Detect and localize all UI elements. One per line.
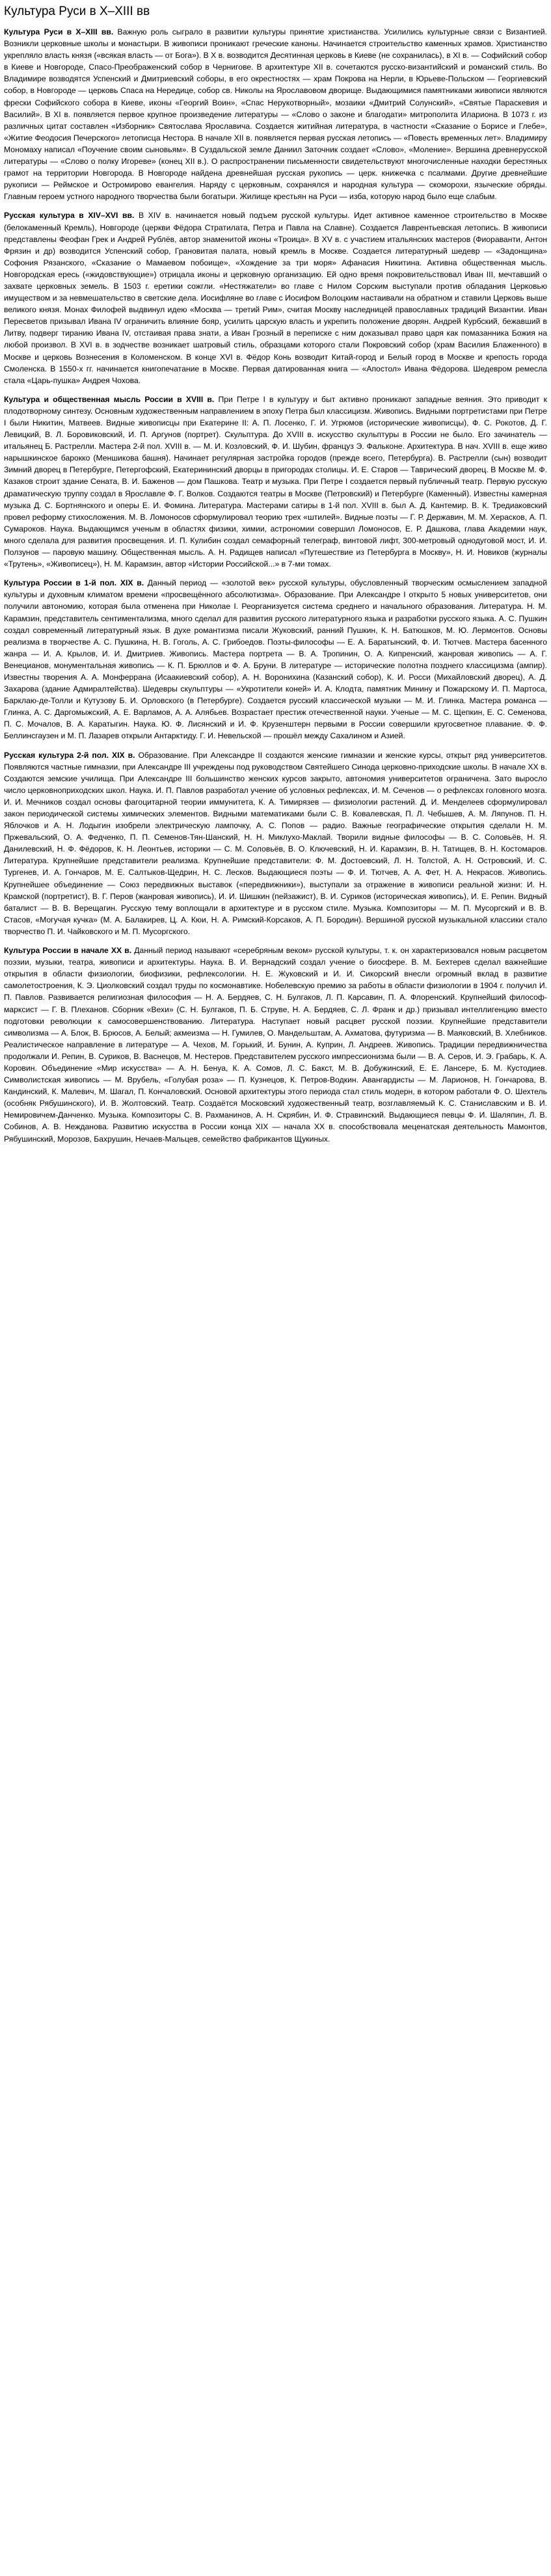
section-paragraph xyxy=(4,577,547,742)
article xyxy=(0,0,551,1145)
section-xiv-xvi xyxy=(4,209,547,386)
section-x-xiii xyxy=(4,26,547,202)
section-xix-first-half xyxy=(4,577,547,742)
section-heading: Русская культура 2-й пол. XIX в. xyxy=(4,750,135,760)
section-paragraph xyxy=(4,394,547,570)
section-body: При Петре I в культуру и быт активно проникают западные веяния. Это приводит к плодотворному синтезу. Основным художественным направлением в эпоху Петра был классицизм. Живопись. Видными портретистами при Петре I были Никитин, Матвеев. Видные живописцы при Екатерине II: А. П. Лосенко, Г. И. Угрюмов (исторические живописцы), Ф. С. Рокотов, Д. Г. Левицкий, В. Л. Боровиковский, И. П. Аргунов (портрет). Скульптура. До XVIII в. искусство скульптуры в России не было. Его зачинатель — итальянец Б. Растрелли. Мастера 2-й пол. XVIII в. — М. И. Козловский, Ф. И. Шубин, француз Э. Фальконе. Архитектура. В нач. XVIII в. еще живо нарышкинское барокко (Меншикова башня). Начинает регулярная застройка городов (прежде всего, Петербурга). В. Растрелли (сын) возводит Зимний дворец в Петербурге, Петергофский, Екатерининский дворцы в пригородах столицы. И. Е. Старов — Таврический дворец. В Москве М. Ф. Казаков строит здание Сената, В. И. Баженов — дом Пашкова. Театр и музыка. При Петре I создается первый публичный театр. Первую русскую драматическую труппу создал в Ярославле Ф. Г. Волков. Создаются театры в Москве (Петровский) и Петербурге (Каменный). Известны камерная музыка Д. С. Бортнянского и оперы Е. И. Фомина. Литература. Мастерами сатиры в 1-й пол. XVIII в. был А. Д. Кантемир. В. К. Тредиаковский провел реформу стихосложения. М. В. Ломоносов сформулировал теорию трех «штилей». Видные поэты — Г. Р. Державин, М. М. Херасков, А. П. Сумароков. Наука. Выдающимся ученым в областях физики, химии, астрономии совершил Ломоносов, Е. Р. Дашкова, глава Академии наук, много сделала для развития просвещения. И. П. Кулибин создал семафорный телеграф, винтовой лифт, 300-метровый однодуговой мост, И. И. Ползунов — паровую машину. Общественная мысль. А. Н. Радищев написал «Путешествие из Петербурга в Москву», Н. И. Новиков (журналы «Трутень», «Живописец»), Н. М. Карамзин, автор «Истории Российской...» в 7-ми томах. xyxy=(4,394,547,569)
page-title: Культура Руси в X–XIII вв xyxy=(4,5,150,18)
section-heading: Культура Руси в X–XIII вв. xyxy=(4,27,114,36)
section-body: Важную роль сыграло в развитии культуры принятие христианства. Усилились культурные связи с Византией. Возникли церковные школы и монастыри. В живописи проникают греческие каноны. Начинается строительство каменных храмов. Христианство укрепляло власть князя («всякая власть — от Бога»). В X в. возводится Десятинная церковь в Киеве (не сохранилась), в XI в. — Софийский собор в Киеве и Новгороде, Спасо-Преображенский собор в Чернигове. В архитектуре XII в. сочетаются русско-византийский и романский стиль. Во Владимире возводятся Успенский и Дмитриевский соборы, в его окрестностях — храм Покрова на Нерли, в Юрьеве-Польском — Георгиевский собор, в Новгороде — церковь Спаса на Нередице, собор св. Николы на Ярославовом дворище. Выдающимися памятниками живописи являются фрески Софийского собора в Киеве, иконы «Георгий Воин», «Спас Нерукотворный», мозаики «Дмитрий Солунский», «Святые Параскевия и Василий». В XI в. появляется первое крупное произведение литературы — «Слово о законе и благодати» митрополита Илариона. В 1073 г. из различных цитат составлен «Изборник» Святослава Ярославича. Создается житийная литература, в частности «Сказание о Борисе и Глебе», «Житие Феодосия Печерского» летописца Нестора. В начале XII в. появляется первая русская летопись — «Повесть временных лет». Владимиру Мономаху написал «Поучение своим сыновьям». В Суздальской земле Даниил Заточник создает «Слово», «Моление». Вершина древнерусской литературы — «Слово о полку Игореве» (конец XII в.). О распространении письменности свидетельствуют многочисленные находки берестяных грамот на территории Новгорода. В Новгороде найдена древнейшая русская рукопись — церк. книжечка с псалмами. Другие древнейшие рукописи — Реймское и Остромирово евангелия. Наряду с церковным, сохранялся и народная культура — скоморохи, языческие обряды. Главным героем устного народного творчества были богатыри. Жилище крестьян на Руси — изба, которую народ было еще слабым. xyxy=(4,27,547,202)
section-paragraph xyxy=(4,749,547,938)
section-heading: Культура и общественная мысль России в XVIII в. xyxy=(4,394,215,404)
section-paragraph xyxy=(4,209,547,386)
section-heading: Культура России в начале XX в. xyxy=(4,946,132,956)
section-body: Данный период — «золотой век» русской культуры, обусловленный творческим осмыслением западной культуры и духовным климатом времени «просвещённого абсолютизма». Образование. При Александре I открыто 5 новых университетов, они получили автономию, которая была отменена при Николае I. Реорганизуется система среднего и начального образования. Литература. Н. М. Карамзин, представитель сентиментализма, много сделал для развития русского литературного языка и разработки русского языка. А. С. Пушкин создал современный литературный язык. В духе романтизма писали Жуковский, ранний Пушкин, К. Н. Батюшков, М. Ю. Лермонтов. Основы реализма в творчестве А. С. Пушкина, Н. В. Гоголь, А. С. Грибоедов. Поэты-философы — Е. А. Баратынский, Ф. И. Тютчев. Мастера басенного жанра — И. А. Крылов, И. И. Дмитриев. Живопись. Мастера портрета — В. А. Тропинин, О. А. Кипренский, жанровая живопись — А. Г. Венецианов, монументальная живопись — К. П. Брюллов и Ф. А. Бруни. В литературе — исторические полотна позднего классицизма (ампир). Известны творения А. А. Монферрана (Исаакиевский собор), А. Н. Воронихина (Казанский собор), К. И. Росси (Михайловский дворец), А. Д. Захарова (здание Адмиралтейства). Шедевры скульптуры — «Укротители коней» И. А. Клодта, памятник Минину и Пожарскому И. П. Мартоса, Барклаю-де-Толли и Кутузову Б. И. Орловского (в Петербурге). Создается русский классической музыки — М. И. Глинка. Мастера романса — Глинка, А. С. Даргомыжский, А. Е. Варламов, А. А. Алябьев. Возрастает престиж отечественной науки. Ученые — М. С. Щепкин, Е. С. Семенова, П. С. Мочалов, В. А. Каратыгин. Наука. Ю. Ф. Лисянский и И. Ф. Крузенштерн первыми в России совершили кругосветное плавание. Ф. Ф. Беллинсгаузен и М. П. Лазарев открыли Антарктиду. Г. И. Невельской — прошёл между Сахалином и Азией. xyxy=(4,578,548,741)
section-xviii xyxy=(4,394,547,570)
section-body: В XIV в. начинается новый подъем русской культуры. Идет активное каменное строительство в Москве (белокаменный Кремль), Новгороде (церкви Фёдора Стратилата, Петра и Павла на Славне). Создается Лаврентьевская летопись. В живописи представлены Феофан Грек и Андрей Рублёв, автор знаменитой иконы «Троица». В XV в. с участием итальянских мастеров (Фиораванти, Антон Фрязин и др) возводится Успенский собор, Грановитая палата, новый кремль в Москве. Создается литературный шедевр — «Задонщина» Софония Рязанского, «Сказание о Мамаевом побоище», «Хождение за три моря» Афанасия Никитина. Активна общественная мысль. Новгородская ересь («жидовствующие») отрицала иконы и церковную организацию. Ей одно время покровительствовал Иван III, мечтавший о захвате церковных земель. В 1503 г. еретики сожгли. «Нестяжатели» во главе с Нилом Сорским выступали против обладания Церковью имуществом и за невмешательство в светские дела. Иосифляне во главе с Иосифом Волоцким настаивали на обратном и ставили Церковь выше великого князя. Монах Филофей выдвинул идею «Москва — третий Рим», считая Москву наследницей православных традиций Византии. Иван Пересветов призывал Ивана IV ограничить влияние бояр, усилить царскую власть и укрепить положение дворян. Андрей Курбский, бежавший в Литву, подверг тиранию Ивана IV, отстаивая права знати, а Иван Грозный в переписке с ним доказывал право царя как помазанника Божия на любой произвол. В XVI в. в зодчестве возникает шатровый стиль, образцами которого стали Покровский собор (храм Василия Блаженного) в Москве и церковь Вознесения в Коломенском. В конце XVI в. Фёдор Конь возводит Китай-город и Белый город в Москве и крепость города Смоленска. В 1550-х гг. начинается книгопечатание в Москве. Первая датированная книга — «Апостол» Ивана Фёдорова. Шедевром ремесла стала «Царь-пушка» Андрея Чохова. xyxy=(4,211,547,385)
section-paragraph xyxy=(4,26,547,202)
section-xix-second-half xyxy=(4,749,547,938)
section-heading: Культура России в 1-й пол. XIX в. xyxy=(4,578,144,588)
section-body: Образование. При Александре II создаются женские гимназии и женские курсы, открыт ряд университетов. Появляются частные гимназии, при Александре III учреждены под руководством Святейшего Синода церковно-приходские школы. В начале XX в. Создаются земские училища. При Александре III большинство женских курсов закрыто, автономия университетов ограничена. Зато выросло число церковноприходских школ. Наука. И. П. Павлов разработал учение об условных рефлексах, И. М. Сеченов — о рефлексах головного мозга. И. И. Мечников создал основы фагоцитарной теории иммунитета, К. А. Тимирязев — физиологии растений. Д. И. Менделеев сформулировал закон периодической системы химических элементов. Видными математиками были С. В. Ковалевская, П. Л. Чебышев, А. М. Ляпунов. П. Н. Яблочков и А. Н. Лодыгин изобрели электрическую лампочку, А. С. Попов — радио. Важные географические открытия сделали Н. М. Пржевальский, О. А. Федченко, П. П. Семенов-Тян-Шанский, Н. Н. Миклухо-Маклай. Творили видные философы — В. С. Соловьёв, Н. Я. Данилевский, Н. Ф. Фёдоров, К. Н. Леонтьев, историки — С. М. Соловьёв, В. О. Ключевский, Н. И. Карамзин, В. Н. Татищев, В. Н. Костомаров. Литература. Крупнейшие представители реализма. Крупнейшие представители: Ф. М. Достоевский, Л. Н. Толстой, А. Н. Островский, И. С. Тургенев, И. А. Гончаров, М. Е. Салтыков-Щедрин, Н. С. Лесков. Выдающиеся поэты — Ф. И. Тютчев, А. А. Фет, Н. А. Некрасов. Живопись. Крупнейшее объединение — Союз передвижных выставок («передвижники»), выступали за отражение в живописи реальной жизни: И. Н. Крамской (портретист), В. Г. Перов (жанровая живопись), И. И. Шишкин (пейзажист), В. И. Суриков (историческая живопись), И. Е. Репин. Видный баталист — В. В. Верещагин. Русскую тему воплощали в архитектуре и в русском стиле. Музыка. Композиторы — М. П. Мусоргский и В. В. Стасов, «Могучая кучка» (М. А. Балакирев, Ц. А. Кюи, Н. А. Римский-Корсаков, А. П. Бородин). Вершиной русской музыкальной классики стало творчество П. И. Чайковского и М. П. Мусоргского. xyxy=(4,750,547,936)
section-body: Данный период называют «серебряным веком» русской культуры, т. к. он характеризовался новым расцветом поэзии, музыки, театра, живописи и архитектуры. Наука. В. И. Вернадский создал учение о биосфере. В. М. Бехтерев сделал важнейшие открытия в области физиологии, биофизики, рефлексологии. Н. Е. Жуковский и И. И. Сикорский внесли огромный вклад в развитие самолетостроения, К. Э. Циолковский создал труды по космонавтике. Нобелевскую премию за работы в области физиологии в 1904 г. получил И. П. Павлов. Развивается религиозная философия — Н. А. Бердяев, С. Н. Булгаков, Л. П. Карсавин, П. А. Флоренский. Крупнейший философ-марксист — Г. В. Плеханов. Сборник «Вехи» (С. Н. Булгаков, П. Б. Струве, Н. А. Бердяев, С. Л. Франк и др.) призывал интеллигенцию вместо подготовки революции к самосовершенствованию. Литература. Наступает новый расцвет русской поэзии. Крупнейшие представители символизма — А. Блок, В. Брюсов, А. Белый; акмеизма — Н. Гумилев, О. Мандельштам, А. Ахматова, футуризма — В. Маяковский, В. Хлебников. Реалистическое направление в литературе — А. Чехов, М. Горький, И. Бунин, А. Куприн, Л. Андреев. Живопись. Традиции передвижничества продолжали И. Репин, В. Суриков, В. Васнецов, М. Нестеров. Представителем русского импрессионизма были — В. А. Серов, И. Э. Грабарь, К. А. Коровин. Объединение «Мир искусства» — А. Н. Бенуа, К. А. Сомов, Л. С. Бакст, М. В. Добужинский, Е. Е. Лансере, Б. М. Кустодиев. Символистская живопись — М. Врубель, «Голубая роза» — П. Кузнецов, К. Петров-Водкин. Авангардисты — М. Ларионов, Н. Гончарова, В. Кандинский, К. Малевич, М. Шагал, П. Кончаловский. Основой архитектуры этого периода стал стиль модерн, в котором работали Ф. О. Шехтель (особняк Рябушинского), И. В. Жолтовский. Театр. Создаётся Московский художественный театр, возглавляемый К. С. Станиславским и В. И. Немировичем-Данченко. Музыка. Композиторы С. В. Рахманинов, А. Н. Скрябин, И. Ф. Стравинский. Выдающиеся певцы Ф. И. Шаляпин, Л. В. Собинов, А. В. Нежданова. Развитию искусства в России конца XIX — начала XX в. способствовала меценатская деятельность Мамонтов, Рябушинский, Морозов, Бахрушин, Нечаев-Мальцев, семейство фабрикантов Щукиных. xyxy=(4,946,547,1144)
section-xx-early xyxy=(4,945,547,1145)
section-paragraph xyxy=(4,945,547,1145)
section-heading: Русская культура в XIV–XVI вв. xyxy=(4,211,135,221)
